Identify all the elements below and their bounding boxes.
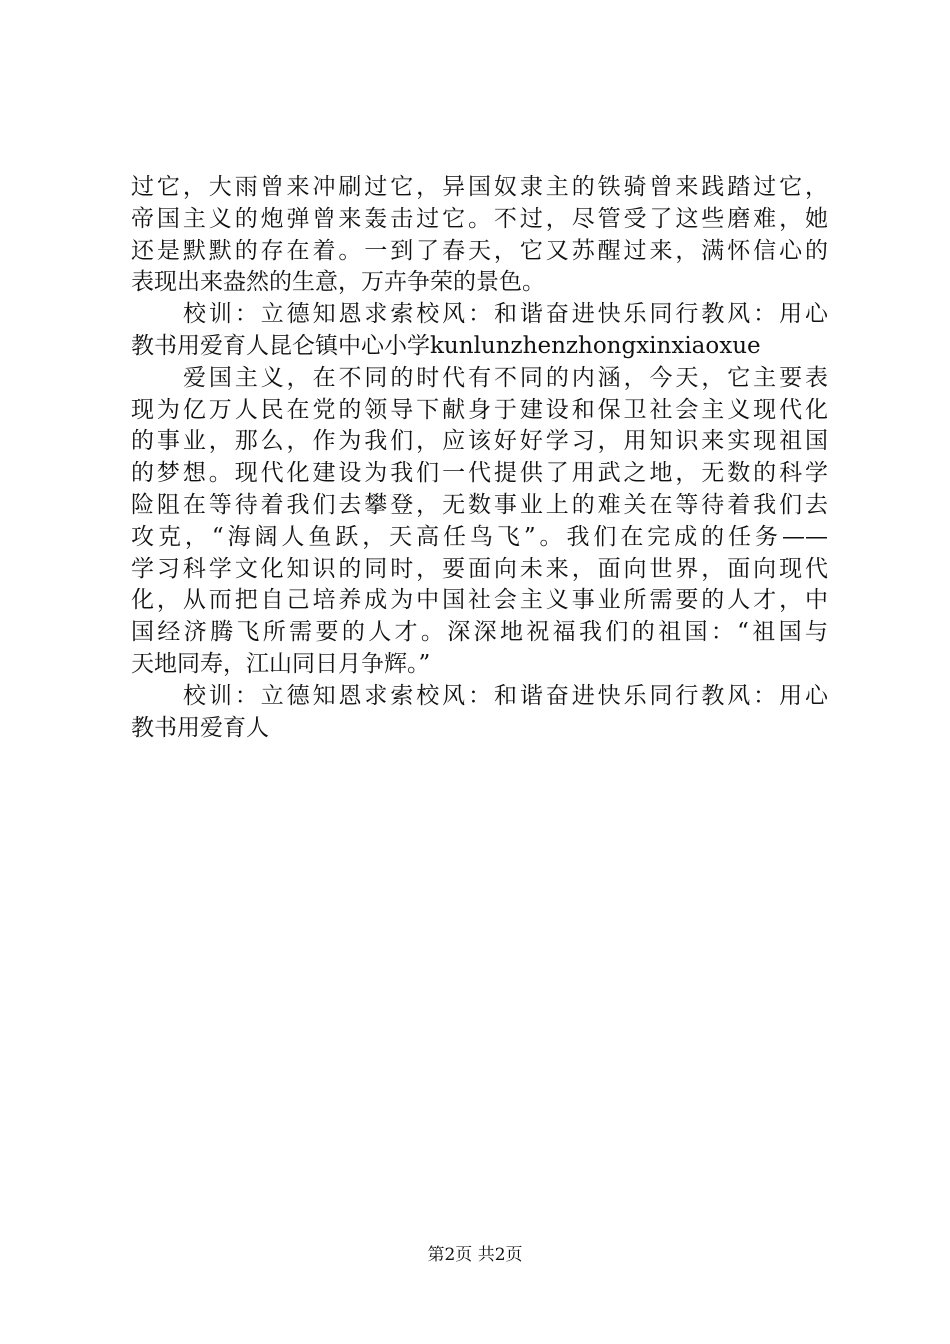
text-line: 险阻在等待着我们去攀登，无数事业上的难关在等待着我们去 [131,491,828,518]
text-line: 教书用爱育人 [131,714,269,741]
text-line: 现为亿万人民在党的领导下献身于建设和保卫社会主义现代化 [131,396,828,423]
text-line: 的事业，那么，作为我们，应该好好学习，用知识来实现祖国 [131,428,828,455]
text-line: 学习科学文化知识的同时，要面向未来，面向世界，面向现代 [131,555,828,582]
text-line: 化，从而把自己培养成为中国社会主义事业所需要的人才，中 [131,587,828,614]
text-line: 攻克，“海阔人鱼跃，天高任鸟飞”。我们在完成的任务—— [131,523,828,550]
motto-line: 校训：立德知恩求索校风：和谐奋进快乐同行教风：用心 [183,301,828,328]
text-line: 帝国主义的炮弹曾来轰击过它。不过，尽管受了这些磨难，她 [131,205,828,232]
text-line: 爱国主义，在不同的时代有不同的内涵，今天，它主要表 [183,364,828,391]
document-body [131,172,828,744]
text-line: 国经济腾飞所需要的人才。深深地祝福我们的祖国：“祖国与 [131,619,828,646]
text-line: 还是默默的存在着。一到了春天，它又苏醒过来，满怀信心的 [131,237,828,264]
text-line: 过它，大雨曾来冲刷过它，异国奴隶主的铁骑曾来践踏过它， [131,174,828,200]
text-line: 表现出来盎然的生意，万卉争荣的景色。 [131,269,545,296]
school-name-line: 教书用爱育人昆仑镇中心小学kunlunzhenzhongxinxiaoxue [131,332,761,359]
motto-line: 校训：立德知恩求索校风：和谐奋进快乐同行教风：用心 [183,682,828,709]
page-number-footer: 第2页 共2页 [427,1245,523,1265]
text-line: 天地同寿，江山同日月争辉。” [131,650,431,677]
text-line: 的梦想。现代化建设为我们一代提供了用武之地，无数的科学 [131,460,828,487]
